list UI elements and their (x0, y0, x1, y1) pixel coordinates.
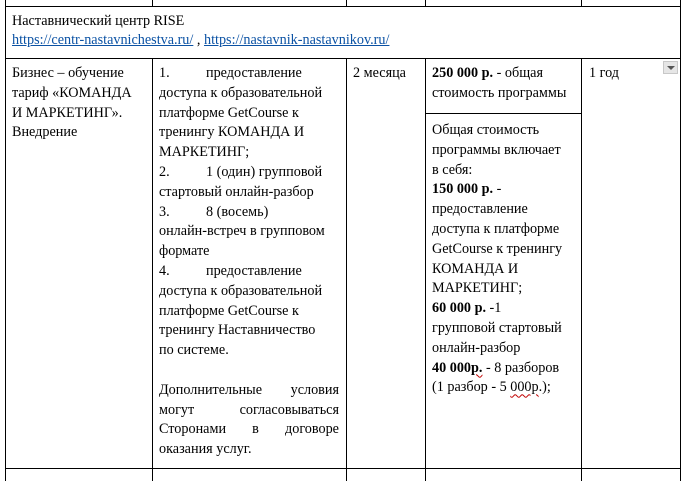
column-divider (346, 0, 347, 6)
services-list (159, 64, 339, 460)
service-item-4 (159, 262, 339, 361)
item-text: предоставление (206, 65, 302, 81)
org-links (12, 31, 389, 51)
price-amount: 250 000 р. (432, 65, 494, 81)
item-text: онлайн-встреч в групповом (159, 223, 325, 240)
tariff-name-line: И МАРКЕТИНГ». (12, 104, 123, 121)
item-text: предоставление (206, 262, 302, 279)
item-text: 1 (один) групповой (206, 163, 323, 180)
table-right-border (680, 0, 681, 481)
item-text: стартовый онлайн-разбор (159, 183, 314, 200)
column-divider (425, 0, 426, 6)
column-divider (425, 58, 426, 481)
service-item-1 (159, 64, 339, 163)
program-duration: 2 месяца (353, 65, 406, 81)
column-divider (152, 0, 153, 6)
item-text: платформе GetCourse к (159, 302, 299, 319)
additional-conditions: Дополнительные условия могут согласовываться Сторонами в договоре оказания услуг. (159, 381, 339, 458)
item-text: формате (159, 243, 210, 260)
org-name: Наставнический центр RISE (12, 13, 185, 29)
price-breakdown: Общая стоимость программы включает в себя: 150 000 р. - предоставление доступа к платформе GetCourse к тренингу КОМАНДА И МАРКЕТИНГ; 60 000 р. -1 групповой стартовый онлайн-разбор 40 000р. - 8 разборов (1 разбор - 5 000р.); (432, 122, 563, 396)
org-link-secondary[interactable]: https://nastavnik-nastavnikov.ru/ (203, 32, 390, 48)
column-divider (346, 58, 347, 481)
price-cell-divider (425, 113, 581, 114)
item-number: 3. (159, 203, 170, 220)
total-price: 250 000 р. - общая стоимость программы (432, 65, 567, 101)
item-number: 4. (159, 262, 170, 279)
org-link-primary[interactable]: https://centr-nastavnichestva.ru/ (12, 32, 194, 48)
tariff-name-line: Внедрение (12, 124, 78, 141)
item-text: МАРКЕТИНГ; (159, 144, 250, 161)
table-left-border (5, 0, 6, 481)
price-amount: 150 000 р. (432, 181, 494, 198)
tariff-name (12, 64, 132, 143)
item-text: 8 (восемь) (206, 203, 269, 220)
item-text: доступа к образовательной (159, 84, 323, 101)
table-top-rule (5, 6, 681, 7)
item-text: доступа к образовательной (159, 282, 323, 299)
item-number: 1. (159, 65, 170, 81)
service-item-2 (159, 163, 339, 203)
link-separator: , (193, 32, 204, 48)
column-divider (152, 58, 153, 481)
price-amount: 60 000 р. (432, 300, 486, 317)
item-text: по системе. (159, 342, 229, 359)
column-divider (581, 0, 582, 6)
dropdown-arrow-icon[interactable] (663, 61, 678, 74)
item-number: 2. (159, 163, 170, 180)
table-row-divider (5, 58, 681, 59)
item-text: тренингу КОМАНДА И (159, 124, 305, 141)
price-amount: 40 000р. (432, 359, 483, 376)
service-item-3 (159, 203, 339, 262)
table-row-divider (5, 468, 681, 469)
tariff-name-line: Бизнес – обучение (12, 65, 124, 81)
item-text: платформе GetCourse к (159, 104, 299, 121)
contract-term: 1 год (589, 65, 620, 81)
tariff-name-line: тариф «КОМАНДА (12, 84, 132, 101)
column-divider (581, 58, 582, 481)
item-text: тренингу Наставничество (159, 322, 316, 339)
